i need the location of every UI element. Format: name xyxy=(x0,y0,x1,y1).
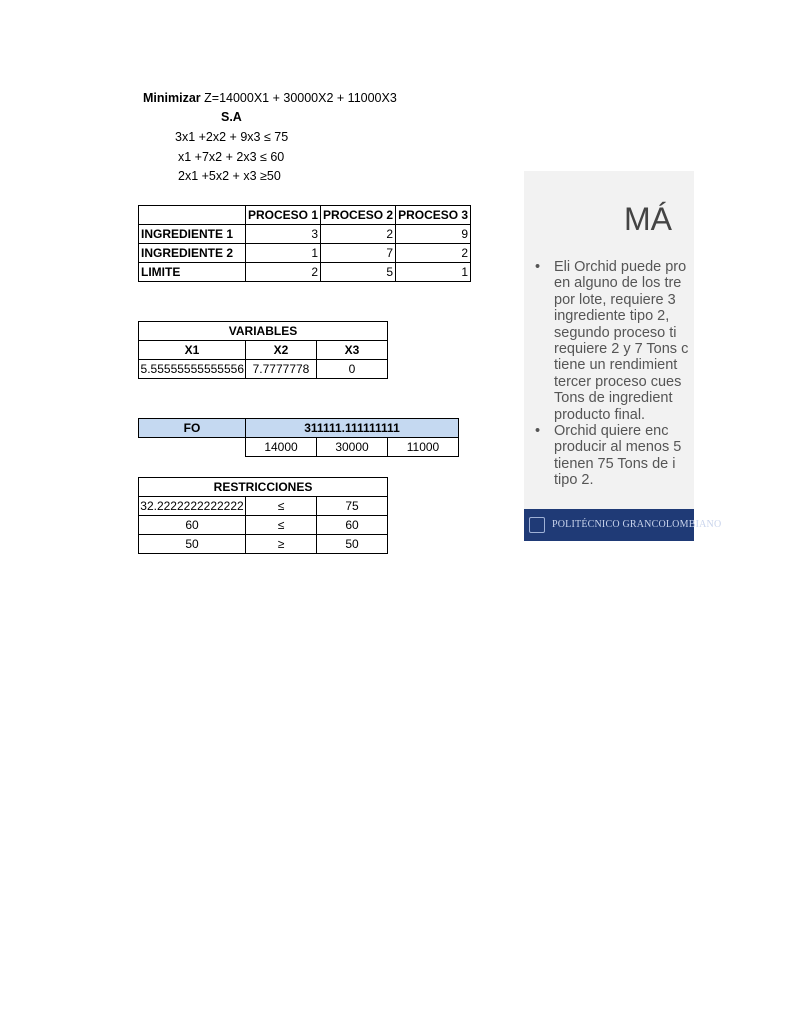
footer-text: POLITÉCNICO GRANCOLOMBIANO xyxy=(552,519,722,530)
table-row xyxy=(139,263,471,282)
slide-bullet xyxy=(530,259,790,423)
restriction-lhs: 60 xyxy=(139,516,246,535)
table-row xyxy=(139,497,388,516)
table-cell: 3 xyxy=(246,225,321,244)
slide-bullet xyxy=(530,423,790,489)
table-cell: 9 xyxy=(396,225,471,244)
slide-line: Eli Orchid puede pro xyxy=(554,259,687,275)
restriction-sign: ≥ xyxy=(246,535,317,554)
table-row xyxy=(139,244,471,263)
restrictions-table xyxy=(138,477,388,554)
restriction-rhs: 60 xyxy=(317,516,388,535)
coefficient-cell: 14000 xyxy=(246,438,317,457)
header-cell xyxy=(139,206,246,225)
slide-line: ingrediente tipo 2, xyxy=(554,308,670,325)
slide-line: por lote, requiere 3 xyxy=(554,291,676,308)
fo-value: 311111.111111111 xyxy=(246,419,459,438)
coefficient-cell: 30000 xyxy=(317,438,388,457)
fo-label: FO xyxy=(139,419,246,438)
objective-label: Minimizar xyxy=(143,91,201,105)
table-cell: 1 xyxy=(396,263,471,282)
slide-line: requiere 2 y 7 Tons c xyxy=(554,341,689,358)
header-cell: X2 xyxy=(246,341,317,360)
slide-line: producir al menos 5 xyxy=(554,439,682,456)
objective-expression: Z=14000X1 + 30000X2 + 11000X3 xyxy=(204,91,397,105)
row-label: INGREDIENTE 2 xyxy=(139,244,246,263)
slide-line: en alguno de los tre xyxy=(554,275,682,292)
constraint-1: 3x1 +2x2 + 9x3 ≤ 75 xyxy=(175,130,289,144)
header-cell: X1 xyxy=(139,341,246,360)
coefficient-cell: 11000 xyxy=(388,438,459,457)
constraint-2: x1 +7x2 + 2x3 ≤ 60 xyxy=(178,150,285,164)
slide-footer xyxy=(524,509,722,541)
constraint-3: 2x1 +5x2 + x3 ≥50 xyxy=(178,169,281,183)
slide-title: MÁ xyxy=(624,201,672,237)
process-table xyxy=(138,205,471,282)
restriction-lhs: 50 xyxy=(139,535,246,554)
table-cell: 5 xyxy=(321,263,396,282)
slide-snippet xyxy=(524,171,722,541)
table-cell: 1 xyxy=(246,244,321,263)
table-header-row xyxy=(139,341,388,360)
bullet-dot-icon: • xyxy=(535,259,541,275)
table-row xyxy=(139,225,471,244)
table-row xyxy=(139,535,388,554)
slide-line: Orchid quiere enc xyxy=(554,423,669,440)
variable-x2-value: 7.7777778 xyxy=(246,360,317,379)
slide-line: segundo proceso ti xyxy=(554,324,677,341)
variables-table xyxy=(138,321,388,379)
subject-to-label: S.A xyxy=(221,110,242,124)
variable-x3-value: 0 xyxy=(317,360,388,379)
objective-line xyxy=(143,91,397,105)
slide-line: tipo 2. xyxy=(554,472,594,489)
slide-body xyxy=(530,259,790,489)
slide-line: producto final. xyxy=(554,406,646,423)
slide-line: tercer proceso cues xyxy=(554,373,682,390)
table-row xyxy=(139,360,388,379)
slide-line: Tons de ingredient xyxy=(554,390,673,407)
header-cell: PROCESO 3 xyxy=(396,206,471,225)
table-row xyxy=(139,438,459,457)
variables-title: VARIABLES xyxy=(139,322,388,341)
restriction-rhs: 75 xyxy=(317,497,388,516)
objective-table xyxy=(138,418,459,457)
table-cell: 2 xyxy=(246,263,321,282)
header-cell: X3 xyxy=(317,341,388,360)
restriction-sign: ≤ xyxy=(246,497,317,516)
table-cell: 2 xyxy=(396,244,471,263)
table-header-row xyxy=(139,206,471,225)
header-cell: PROCESO 2 xyxy=(321,206,396,225)
restriction-rhs: 50 xyxy=(317,535,388,554)
variable-x1-value: 5.55555555555556 xyxy=(139,360,246,379)
table-row xyxy=(139,516,388,535)
table-cell: 2 xyxy=(321,225,396,244)
university-logo-icon xyxy=(529,517,545,533)
table-cell: 7 xyxy=(321,244,396,263)
restrictions-title: RESTRICCIONES xyxy=(139,478,388,497)
row-label: LIMITE xyxy=(139,263,246,282)
bullet-dot-icon: • xyxy=(535,423,541,440)
row-label: INGREDIENTE 1 xyxy=(139,225,246,244)
header-cell: PROCESO 1 xyxy=(246,206,321,225)
restriction-sign: ≤ xyxy=(246,516,317,535)
restriction-lhs: 32.2222222222222 xyxy=(139,497,246,516)
slide-line: tienen 75 Tons de i xyxy=(554,455,676,472)
slide-line: tiene un rendimient xyxy=(554,357,678,374)
